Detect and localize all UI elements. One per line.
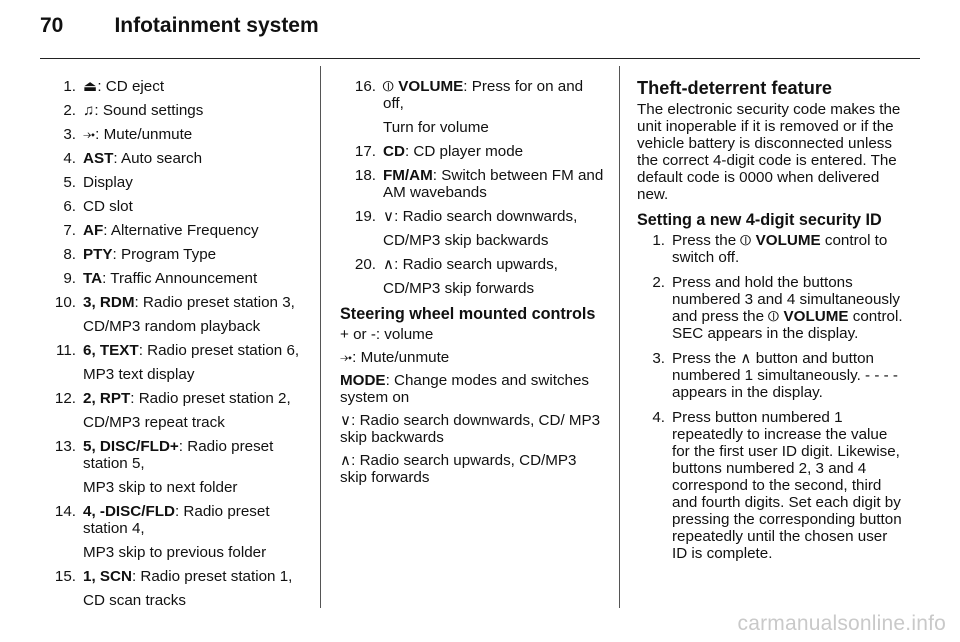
power-icon: ⦶ <box>768 308 780 325</box>
item-number: 8. <box>63 246 76 263</box>
controls-list-column-1 <box>40 78 302 616</box>
steering-control-item <box>340 452 604 486</box>
item-continuation: CD/MP3 repeat track <box>83 414 225 431</box>
item-text: : Sound settings <box>94 102 204 119</box>
item-text: : Traffic Announcement <box>102 270 258 287</box>
item-number: 14. <box>54 503 76 520</box>
item-body <box>383 256 604 297</box>
item-label: 1, SCN <box>83 568 132 585</box>
sound-icon: ♫ <box>83 102 95 119</box>
list-item <box>40 390 302 431</box>
item-continuation: MP3 text display <box>83 366 195 383</box>
item-number: 18. <box>354 167 376 184</box>
list-item <box>340 208 604 249</box>
down-arrow-icon: ∨ <box>383 208 395 225</box>
item-text: : CD eject <box>97 78 165 95</box>
step-number: 4. <box>652 409 665 426</box>
control-text: : Radio search downwards, CD/ MP3 skip backwards <box>340 412 601 446</box>
item-number: 12. <box>54 390 76 407</box>
item-label: AF <box>83 222 104 239</box>
item-continuation: MP3 skip to previous folder <box>83 544 267 561</box>
item-body <box>383 167 604 201</box>
list-item <box>40 342 302 383</box>
down-arrow-icon: ∨ <box>340 412 352 429</box>
page-title: Infotainment system <box>114 14 319 37</box>
item-number: 17. <box>354 143 376 160</box>
up-arrow-icon: ∧ <box>340 452 352 469</box>
list-item <box>40 150 302 167</box>
item-text: : Radio search upwards, <box>394 256 558 273</box>
control-label: VOLUME <box>783 308 849 325</box>
list-item <box>40 78 302 95</box>
controls-list-column-2 <box>340 78 604 492</box>
step-text-continued: control to switch off. <box>672 232 888 266</box>
item-body <box>83 503 302 561</box>
item-number: 2. <box>63 102 76 119</box>
step-text: Press button numbered 1 repeatedly to increase the value for the first user ID digit. Likewise, buttons numbered 2, 3 and 4 correspond to the second, third and fourth digits. Set each digit by pressing the corresponding button repeatedly until the chosen user ID is complete. <box>672 409 902 562</box>
list-item <box>340 78 604 136</box>
item-continuation: CD/MP3 random playback <box>83 318 261 335</box>
mute-icon: ⤞ <box>340 349 353 366</box>
control-text: : Mute/unmute <box>352 349 450 366</box>
item-label: 3, RDM <box>83 294 135 311</box>
page-header <box>40 14 319 50</box>
item-body <box>383 143 604 160</box>
item-text: : Switch between FM and AM wavebands <box>383 167 604 201</box>
intro-paragraph: The electronic security code makes the unit inoperable if it is removed or if the vehicle battery is disconnected unless the correct 4-digit code is entered. The default code is 0000 when delivered new. <box>637 101 901 203</box>
item-number: 16. <box>354 78 376 95</box>
control-text: + or -: volume <box>340 326 434 343</box>
item-text: : Radio preset station 6, <box>138 342 300 359</box>
step-text-continued: control. SEC appears in the display. <box>672 308 903 342</box>
item-label: 5, DISC/FLD+ <box>83 438 179 455</box>
theft-deterrent-column <box>637 78 905 570</box>
step-body <box>672 274 905 342</box>
item-number: 11. <box>56 342 76 359</box>
power-icon: ⦶ <box>740 232 752 249</box>
step-text: Press and hold the buttons numbered 3 and 4 simultaneously and press the <box>672 274 900 325</box>
item-body <box>83 390 302 431</box>
list-item <box>40 438 302 496</box>
step-number: 1. <box>652 232 665 249</box>
step-item <box>637 350 905 401</box>
steering-control-item <box>340 349 604 366</box>
item-label: AST <box>83 150 114 167</box>
item-label: TA <box>83 270 103 287</box>
step-body <box>672 232 905 266</box>
step-text: Press the <box>672 350 737 367</box>
item-continuation: MP3 skip to next folder <box>83 479 238 496</box>
item-body <box>383 208 604 249</box>
step-item <box>637 232 905 266</box>
subsection-heading: Setting a new 4-digit security ID <box>637 211 882 229</box>
list-item <box>340 143 604 160</box>
control-label: VOLUME <box>755 232 821 249</box>
item-number: 15. <box>54 568 76 585</box>
item-body <box>83 342 302 383</box>
column-divider-2 <box>619 66 620 608</box>
item-body <box>83 568 302 609</box>
column-divider-1 <box>320 66 321 608</box>
mute-icon: ⤞ <box>83 126 96 143</box>
control-text: : Change modes and switches system on <box>340 372 590 406</box>
item-label: PTY <box>83 246 113 263</box>
list-item <box>40 270 302 287</box>
step-item <box>637 409 905 562</box>
item-body <box>83 270 302 287</box>
watermark: carmanualsonline.info <box>737 612 946 635</box>
item-text: : Radio search downwards, <box>394 208 578 225</box>
item-continuation: Turn for volume <box>383 119 489 136</box>
item-number: 10. <box>54 294 76 311</box>
item-number: 4. <box>63 150 76 167</box>
item-body <box>383 78 604 136</box>
item-text: Display <box>83 174 133 191</box>
item-body <box>83 246 302 263</box>
steering-control-item <box>340 372 604 406</box>
up-arrow-icon: ∧ <box>740 350 752 367</box>
item-body <box>83 294 302 335</box>
list-item <box>40 246 302 263</box>
list-item <box>340 167 604 201</box>
item-number: 5. <box>63 174 76 191</box>
item-label: 2, RPT <box>83 390 131 407</box>
list-item <box>40 222 302 239</box>
step-body <box>672 350 905 401</box>
up-arrow-icon: ∧ <box>383 256 395 273</box>
item-text: : Press for on and off, <box>383 78 584 112</box>
steering-control-item <box>340 326 604 343</box>
power-icon: ⦶ <box>383 78 395 95</box>
list-item <box>40 568 302 609</box>
item-label: 6, TEXT <box>83 342 139 359</box>
item-number: 3. <box>63 126 76 143</box>
list-item <box>40 126 302 143</box>
item-body <box>83 222 302 239</box>
step-number: 3. <box>652 350 665 367</box>
item-text: : Radio preset station 3, <box>134 294 295 311</box>
step-text: Press the <box>672 232 737 249</box>
eject-icon: ⏏ <box>83 78 98 95</box>
item-number: 7. <box>63 222 76 239</box>
list-item <box>40 503 302 561</box>
step-item <box>637 274 905 342</box>
item-number: 9. <box>63 270 76 287</box>
item-number: 13. <box>54 438 76 455</box>
item-body <box>83 78 302 95</box>
section-heading: Steering wheel mounted controls <box>340 305 596 323</box>
item-text: : Alternative Frequency <box>103 222 259 239</box>
item-label: FM/AM <box>383 167 433 184</box>
item-body <box>83 174 302 191</box>
step-number: 2. <box>652 274 665 291</box>
item-label: 4, -DISC/FLD <box>83 503 175 520</box>
header-rule <box>40 58 920 59</box>
list-item <box>40 198 302 215</box>
list-item <box>40 174 302 191</box>
item-body <box>83 102 302 119</box>
control-text: : Radio search upwards, CD/MP3 skip forwards <box>340 452 577 486</box>
item-number: 1. <box>63 78 76 95</box>
item-number: 19. <box>354 208 376 225</box>
list-item <box>40 102 302 119</box>
item-text: : Mute/unmute <box>95 126 193 143</box>
item-label: CD <box>383 143 405 160</box>
item-label: VOLUME <box>398 78 464 95</box>
item-text: : Auto search <box>113 150 203 167</box>
item-text: CD slot <box>83 198 133 215</box>
item-body <box>83 126 302 143</box>
item-text: : Radio preset station 2, <box>130 390 291 407</box>
section-heading: Theft-deterrent feature <box>637 78 833 98</box>
item-body <box>83 150 302 167</box>
item-text: : Radio preset station 4, <box>83 503 270 537</box>
item-continuation: CD/MP3 skip backwards <box>383 232 549 249</box>
item-number: 20. <box>354 256 376 273</box>
item-text: : Radio preset station 1, <box>131 568 293 585</box>
item-text: : Radio preset station 5, <box>83 438 274 472</box>
item-number: 6. <box>63 198 76 215</box>
item-continuation: CD/MP3 skip forwards <box>383 280 535 297</box>
page-number: 70 <box>40 14 64 37</box>
control-label: MODE <box>340 372 386 389</box>
item-body <box>83 198 302 215</box>
item-continuation: CD scan tracks <box>83 592 186 609</box>
step-text-continued: button and button numbered 1 simultaneously. - - - - appears in the display. <box>672 350 898 401</box>
list-item <box>340 256 604 297</box>
item-text: : Program Type <box>112 246 217 263</box>
steering-control-item <box>340 412 604 446</box>
item-text: : CD player mode <box>404 143 524 160</box>
step-body <box>672 409 905 562</box>
item-body <box>83 438 302 496</box>
list-item <box>40 294 302 335</box>
